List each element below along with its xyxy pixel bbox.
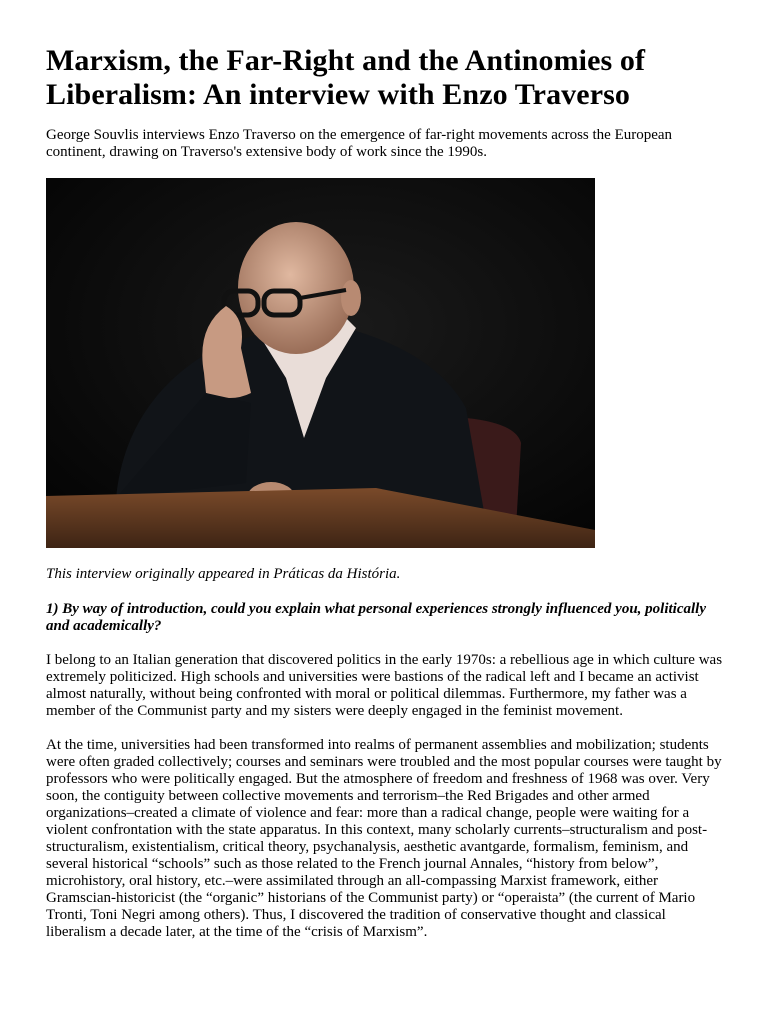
article [46, 44, 726, 941]
answer-paragraph-1: I belong to an Italian generation that discovered politics in the early 1970s: a rebellious age in which culture was extremely politicized. High schools and universities were bastions of the radical left and I became an activist almost naturally, without being confronted with moral or political dilemmas. Furthermore, my father was a member of the Communist party and my sisters were deeply engaged in the feminist movement. [46, 652, 723, 719]
answer-paragraph-2: At the time, universities had been transformed into realms of permanent assemblies and mobilization; students were often graded collectively; courses and seminars were troubled and the most popular courses were taught by professors who were politically engaged. But the atmosphere of freedom and freshness of 1968 was over. Very soon, the contiguity between collective movements and terrorism–the Red Brigades and other armed organizations–created a climate of violence and fear: more than a radical change, people were waiting for a violent confrontation with the state apparatus. In this context, many scholarly currents–structuralism and post-structuralism, existentialism, critical theory, psychanalysis, aesthetic avantgarde, formalism, feminism, and several historical “schools” such as those related to the French journal Annales, “history from below”, microhistory, oral history, etc.–were assimilated through an all-compassing Marxist framework, either Gramscian-historicist (the “organic” historians of the Communist party) or “operaista” (the current of Mario Tronti, Toni Negri among others). Thus, I discovered the tradition of conservative thought and classical liberalism a decade later, at the time of the “crisis of Marxism”. [46, 737, 722, 940]
portrait-photo [46, 178, 595, 548]
interview-question-1: 1) By way of introduction, could you explain what personal experiences strongly influenced you, politically and academically? [46, 601, 706, 634]
article-intro: George Souvlis interviews Enzo Traverso on the emergence of far-right movements across the European continent, drawing on Traverso's extensive body of work since the 1990s. [46, 127, 673, 160]
article-title: Marxism, the Far-Right and the Antinomies of Liberalism: An interview with Enzo Traverso [46, 44, 646, 111]
photo-caption: This interview originally appeared in Práticas da História. [46, 566, 401, 582]
